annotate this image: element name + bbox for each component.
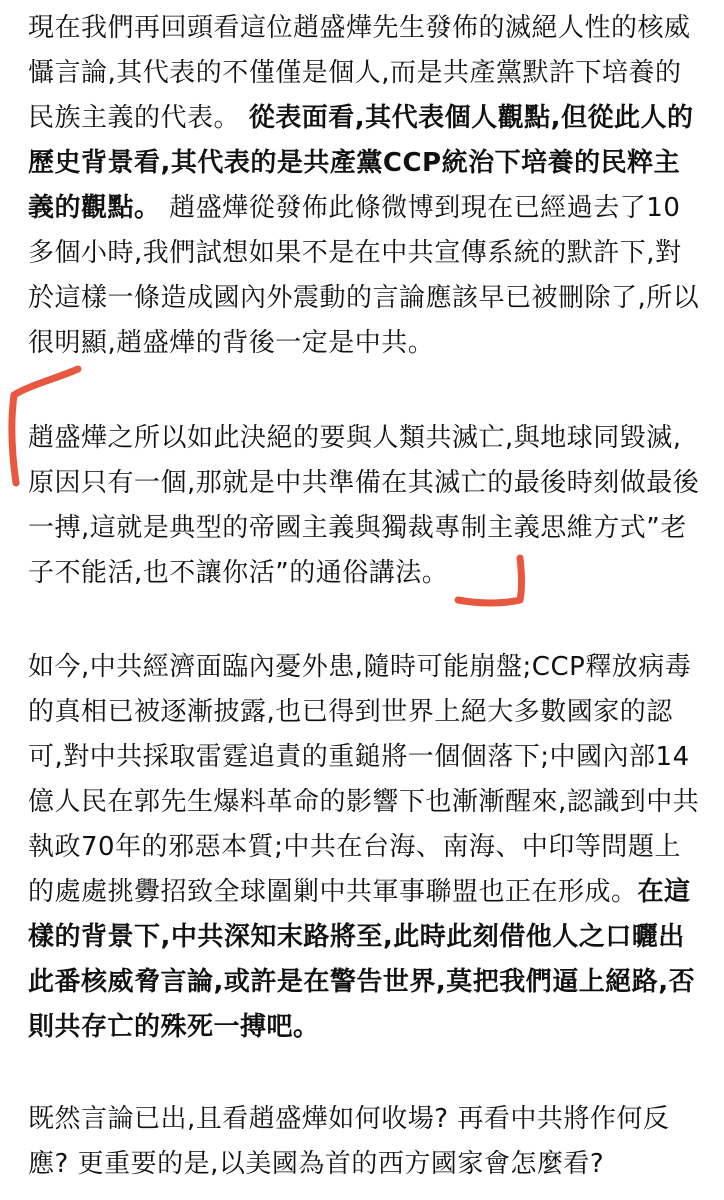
paragraph-1-text-b: 趙盛燁從發佈此條微博到現在已經過去了10多個小時,我們試想如果不是在中共宣傳系統的默許下,對於這樣一條造成國內外震動的言論應該早已被刪除了,所以很明顯,趙盛燁的背後一定是中共。 [28,193,700,358]
paragraph-1-bold-text: 從表面看,其代表個人觀點,但從此人的歷史背景看,其代表的是共產黨CCP統治下培養的民粹主義的觀點。 [28,103,694,223]
paragraph-4-text: 既然言論已出,且看趙盛燁如何收場? 再看中共將作何反應? 更重要的是,以美國為首的西方國家會怎麼看? [28,1104,670,1179]
paragraph-1-text-a: 現在我們再回頭看這位趙盛燁先生發佈的滅絕人性的核威懾言論,其代表的不僅僅是個人,而是共產黨默許下培養的民族主義的代表。 [28,13,691,133]
paragraph-3-bold-text: 在這樣的背景下,中共深知末路將至,此時此刻借他人之口曬出此番核威脅言論,或許是在警告世界,莫把我們逼上絕路,否則共存亡的殊死一搏吧。 [28,877,696,1042]
paragraph-2 [28,416,700,596]
paragraph-3 [28,645,700,1050]
paragraph-4 [28,1097,700,1187]
paragraph-3-text: 如今,中共經濟面臨內憂外患,隨時可能崩盤;CCP釋放病毒的真相已被逐漸披露,也已得到世界上絕大多數國家的認可,對中共採取雷霆追責的重鎚將一個個落下;中國內部14億人民在郭先生爆料革命的影響下也漸漸醒來,認識到中共執政70年的邪惡本質;中共在台海、南海、中印等問題上的處處挑釁招致全球圍剿中共軍事聯盟也正在形成。 [28,652,700,907]
paragraph-2-text: 趙盛燁之所以如此決絕的要與人類共滅亡,與地球同毀滅,原因只有一個,那就是中共準備在其滅亡的最後時刻做最後一搏,這就是典型的帝國主義與獨裁專制主義思維方式”老子不能活,也不讓你活”的通俗講法。 [28,423,700,588]
paragraph-1 [28,6,700,366]
